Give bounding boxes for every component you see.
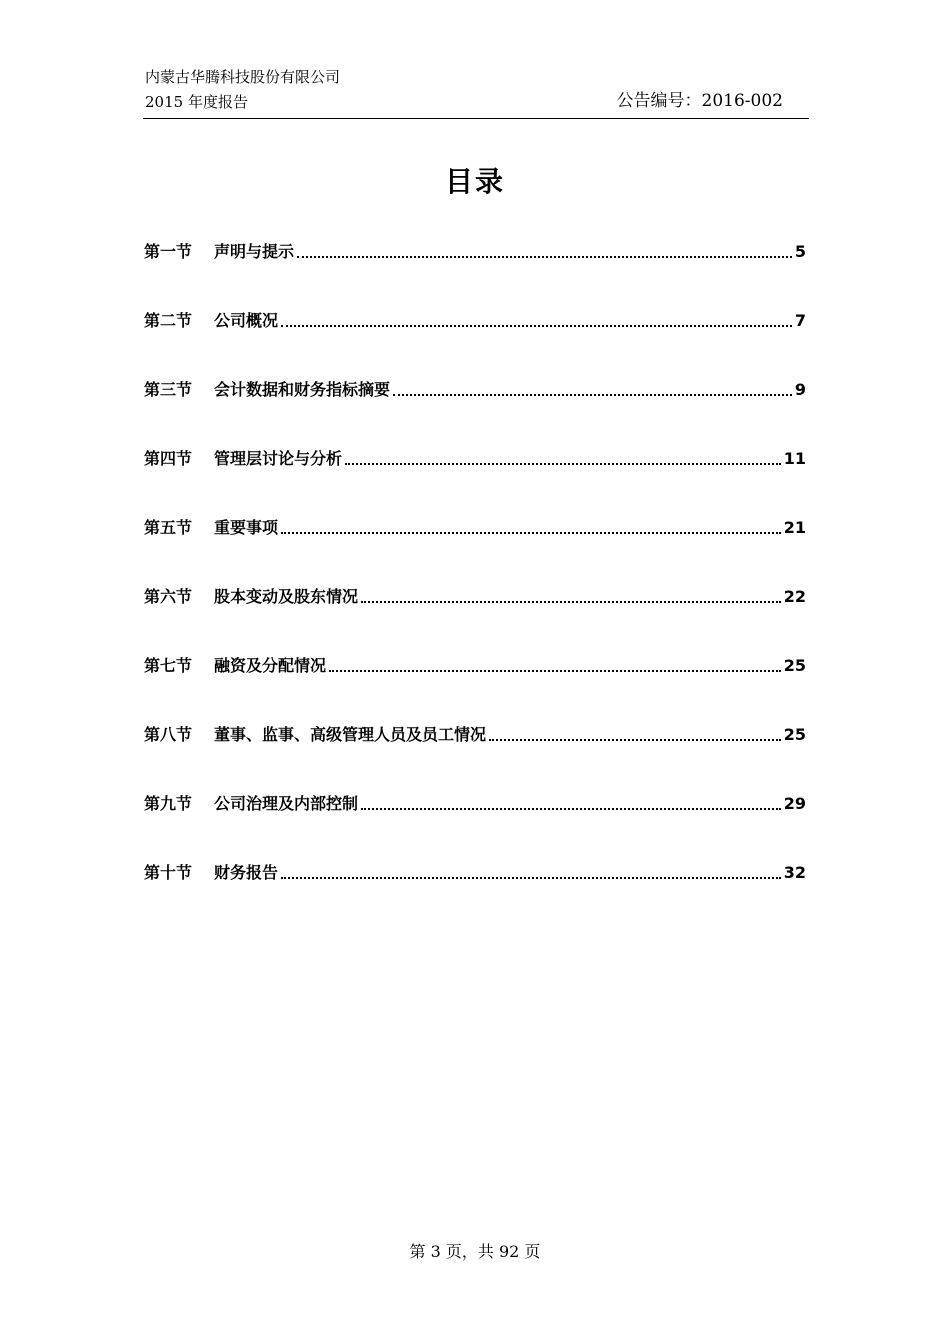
toc-section-number: 第八节 xyxy=(144,725,193,744)
toc-page-number: 25 xyxy=(783,656,806,675)
toc-section-title: 公司概况 xyxy=(214,311,279,330)
toc-section-number: 第九节 xyxy=(144,794,193,813)
toc-page-number: 21 xyxy=(783,518,806,537)
announcement-number: 公告编号：2016-002 xyxy=(616,91,783,111)
toc-section-title: 财务报告 xyxy=(214,863,279,882)
toc-section-number: 第三节 xyxy=(144,380,193,399)
toc-title: 目录 xyxy=(444,165,505,198)
page-header xyxy=(143,66,809,119)
toc-entry[interactable] xyxy=(144,515,806,539)
toc-dot-leader xyxy=(361,601,781,603)
toc-dot-leader xyxy=(297,256,792,258)
toc-section-number: 第七节 xyxy=(144,656,193,675)
toc-dot-leader xyxy=(281,325,792,327)
toc-entry[interactable] xyxy=(144,377,806,401)
toc-entry[interactable] xyxy=(144,791,806,815)
toc-entry[interactable] xyxy=(144,584,806,608)
toc-section-title: 股本变动及股东情况 xyxy=(214,587,359,606)
toc-page-number: 22 xyxy=(783,587,806,606)
page-footer: 第 3 页，共 92 页 xyxy=(409,1242,541,1261)
toc-page-number: 5 xyxy=(794,242,806,261)
toc-section-number: 第十节 xyxy=(144,863,193,882)
toc-section-title: 声明与提示 xyxy=(214,242,295,261)
toc-section-number: 第四节 xyxy=(144,449,193,468)
toc-dot-leader xyxy=(281,532,781,534)
toc-entry[interactable] xyxy=(144,860,806,884)
report-year: 2015 年度报告 xyxy=(145,93,248,111)
toc-section-title: 董事、监事、高级管理人员及员工情况 xyxy=(214,725,487,744)
toc-page-number: 9 xyxy=(794,380,806,399)
toc-page-number: 11 xyxy=(783,449,806,468)
toc-entry[interactable] xyxy=(144,653,806,677)
toc-section-number: 第五节 xyxy=(144,518,193,537)
toc-dot-leader xyxy=(345,463,781,465)
toc-dot-leader xyxy=(393,394,792,396)
toc-entry[interactable] xyxy=(144,308,806,332)
toc-section-title: 管理层讨论与分析 xyxy=(214,449,343,468)
toc-entry[interactable] xyxy=(144,722,806,746)
toc-dot-leader xyxy=(489,739,781,741)
toc-entry[interactable] xyxy=(144,446,806,470)
toc-section-title: 重要事项 xyxy=(214,518,279,537)
table-of-contents xyxy=(144,239,806,929)
toc-dot-leader xyxy=(361,808,781,810)
toc-page-number: 29 xyxy=(783,794,806,813)
toc-section-title: 会计数据和财务指标摘要 xyxy=(214,380,391,399)
toc-section-number: 第一节 xyxy=(144,242,193,261)
toc-dot-leader xyxy=(329,670,781,672)
toc-entry[interactable] xyxy=(144,239,806,263)
toc-section-number: 第六节 xyxy=(144,587,193,606)
toc-page-number: 7 xyxy=(794,311,806,330)
toc-page-number: 25 xyxy=(783,725,806,744)
toc-section-title: 公司治理及内部控制 xyxy=(214,794,359,813)
toc-page-number: 32 xyxy=(783,863,806,882)
toc-section-title: 融资及分配情况 xyxy=(214,656,327,675)
company-name: 内蒙古华腾科技股份有限公司 xyxy=(145,68,341,86)
toc-section-number: 第二节 xyxy=(144,311,193,330)
toc-dot-leader xyxy=(281,877,781,879)
